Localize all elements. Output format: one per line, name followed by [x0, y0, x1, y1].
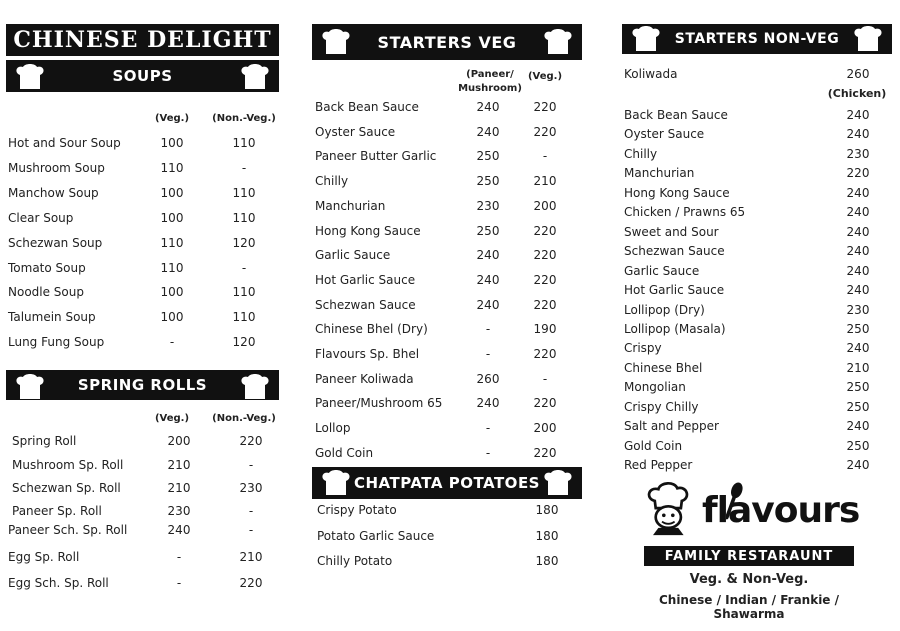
item-price: 180 [535, 554, 559, 568]
item-price: 240 [846, 244, 870, 259]
item-price: 240 [476, 396, 500, 411]
item-name: Clear Soup [8, 210, 74, 225]
item-name: Flavours Sp. Bhel [315, 347, 420, 361]
item-name: Sweet and Sour [624, 224, 719, 239]
chef-hat-icon [320, 469, 352, 497]
item-price: 240 [846, 185, 870, 200]
item-name: Back Bean Sauce [624, 108, 728, 122]
spring-rolls-header [6, 370, 279, 400]
tagline-bar [644, 546, 854, 566]
item-name: Lollipop (Masala) [624, 321, 726, 336]
logo-name: flavours [702, 490, 860, 531]
item-price: 100 [160, 285, 184, 300]
item-price: 260 [476, 371, 500, 386]
item-name: Potato Garlic Sauce [317, 528, 435, 543]
item-price: 220 [239, 576, 263, 590]
item-price: 100 [160, 136, 184, 150]
item-price: 240 [846, 108, 870, 122]
item-price: 220 [533, 223, 557, 238]
item-price: 180 [535, 503, 559, 517]
item-price: 240 [476, 100, 500, 114]
chicken-header: (Chicken) [827, 87, 887, 100]
item-name: Gold Coin [624, 438, 683, 453]
item-price: - [169, 335, 175, 350]
item-name: Paneer Sch. Sp. Roll [8, 523, 128, 537]
soups-header [6, 60, 279, 92]
item-price: 110 [232, 285, 256, 300]
item-price: 250 [846, 438, 870, 453]
item-price: 210 [167, 481, 191, 495]
item-price: - [248, 458, 254, 472]
item-price: 120 [232, 335, 256, 350]
item-price: 200 [167, 434, 191, 448]
item-price: 250 [476, 174, 500, 189]
item-price: - [248, 523, 254, 537]
item-name: Lollipop (Dry) [624, 302, 705, 317]
item-name: Paneer/Mushroom 65 [315, 396, 443, 411]
chef-hat-icon [542, 469, 574, 497]
item-name: Chilly [315, 174, 349, 189]
item-price: 200 [533, 198, 557, 213]
item-name: Garlic Sauce [315, 248, 391, 263]
item-price: 180 [535, 528, 559, 543]
item-price: 250 [846, 399, 870, 414]
item-price: 240 [476, 248, 500, 263]
item-price: - [485, 445, 491, 460]
item-price: - [485, 421, 491, 436]
chef-icon [644, 480, 698, 538]
item-price: 210 [533, 174, 557, 189]
item-price: 220 [533, 248, 557, 263]
item-name: Back Bean Sauce [315, 100, 419, 114]
item-price: 240 [846, 419, 870, 434]
starters-veg-title: STARTERS VEG [377, 32, 517, 52]
item-name: Paneer Butter Garlic [315, 149, 437, 164]
veg-nonveg-line: Veg. & Non-Veg. [689, 572, 809, 587]
soups-nonveg-header: (Non.-Veg.) [212, 113, 276, 124]
item-name: Manchurian [624, 166, 695, 181]
brand-title: CHINESE DELIGHT [6, 24, 279, 56]
item-name: Manchurian [315, 198, 386, 213]
item-price: - [241, 260, 247, 275]
logo [644, 480, 860, 542]
item-price: 240 [846, 263, 870, 278]
item-name: Tomato Soup [8, 260, 86, 275]
item-price: 240 [846, 224, 870, 239]
chef-hat-icon [542, 28, 574, 56]
item-price: 110 [232, 310, 256, 325]
chef-hat-icon [239, 63, 271, 91]
item-name: Hot Garlic Sauce [624, 283, 725, 298]
item-price: 220 [239, 434, 263, 448]
item-price: 200 [533, 421, 557, 436]
item-price: 110 [232, 210, 256, 225]
item-name: Egg Sch. Sp. Roll [8, 576, 109, 590]
item-price: 230 [167, 504, 191, 518]
starters-nonveg-header [622, 24, 892, 54]
item-name: Lollop [315, 421, 351, 436]
item-name: Koliwada [624, 67, 678, 81]
chef-hat-icon [320, 28, 352, 56]
item-price: 240 [476, 124, 500, 139]
item-name: Schezwan Sauce [315, 297, 416, 312]
item-name: Oyster Sauce [315, 124, 396, 139]
soups-title: SOUPS [112, 67, 173, 85]
starters-nonveg-title: STARTERS NON-VEG [674, 31, 840, 47]
item-price: 110 [232, 136, 256, 150]
item-price: - [241, 160, 247, 175]
soups-veg-header: (Veg.) [154, 113, 190, 124]
starters-veg-paneer-header: (Paneer/ Mushroom) [458, 69, 522, 94]
item-price: - [485, 347, 491, 361]
item-price: 230 [239, 481, 263, 495]
item-name: Lung Fung Soup [8, 335, 105, 350]
chef-hat-icon [630, 25, 662, 53]
chef-hat-icon [852, 25, 884, 53]
item-name: Manchow Soup [8, 185, 99, 200]
item-price: 110 [232, 185, 256, 200]
chef-hat-icon [14, 63, 46, 91]
item-name: Crispy Potato [317, 503, 397, 517]
item-price: 110 [160, 235, 184, 250]
item-price: 190 [533, 322, 557, 337]
item-name: Salt and Pepper [624, 419, 719, 434]
item-name: Paneer Sp. Roll [12, 504, 102, 518]
spring-veg-header: (Veg.) [154, 413, 190, 424]
item-name: Hong Kong Sauce [315, 223, 421, 238]
cuisine-line: Chinese / Indian / Frankie / Shawarma [658, 593, 840, 621]
item-price: 220 [533, 445, 557, 460]
item-price: 230 [846, 302, 870, 317]
item-name: Hong Kong Sauce [624, 185, 730, 200]
item-price: 240 [846, 283, 870, 298]
item-name: Chicken / Prawns 65 [624, 205, 746, 220]
item-price: - [248, 504, 254, 518]
item-price: 220 [533, 124, 557, 139]
item-name: Hot and Sour Soup [8, 136, 121, 150]
item-price: 240 [846, 205, 870, 220]
item-name: Red Pepper [624, 458, 693, 473]
item-price: 210 [239, 550, 263, 564]
item-name: Garlic Sauce [624, 263, 700, 278]
item-name: Hot Garlic Sauce [315, 272, 416, 287]
item-price: 240 [846, 341, 870, 356]
chatpata-header [312, 467, 582, 499]
tagline: FAMILY RESTARAUNT [664, 548, 834, 564]
item-name: Spring Roll [12, 434, 77, 448]
item-price: 100 [160, 185, 184, 200]
item-price: 260 [846, 67, 870, 81]
item-name: Mushroom Soup [8, 160, 105, 175]
item-name: Chinese Bhel (Dry) [315, 322, 428, 337]
starters-veg-header [312, 24, 582, 60]
item-name: Oyster Sauce [624, 127, 705, 142]
item-price: - [176, 576, 182, 590]
item-name: Paneer Koliwada [315, 371, 414, 386]
item-name: Egg Sp. Roll [8, 550, 80, 564]
item-name: Mongolian [624, 380, 686, 395]
item-price: - [176, 550, 182, 564]
item-name: Mushroom Sp. Roll [12, 458, 124, 472]
item-price: 210 [846, 360, 870, 375]
item-price: - [485, 322, 491, 337]
item-price: 110 [160, 160, 184, 175]
item-name: Chinese Bhel [624, 360, 703, 375]
item-price: 240 [476, 272, 500, 287]
chatpata-title: CHATPATA POTATOES [354, 474, 540, 492]
item-price: 230 [846, 146, 870, 161]
item-price: 220 [533, 396, 557, 411]
item-price: 230 [476, 198, 500, 213]
starters-veg-veg-header: (Veg.) [527, 71, 563, 82]
item-price: 240 [476, 297, 500, 312]
item-price: - [542, 371, 548, 386]
item-price: 220 [533, 272, 557, 287]
item-name: Chilly Potato [317, 554, 393, 568]
item-price: 250 [476, 223, 500, 238]
item-price: 220 [533, 297, 557, 312]
item-price: - [542, 149, 548, 164]
chef-hat-icon [14, 373, 46, 401]
item-name: Noodle Soup [8, 285, 84, 300]
spring-rolls-title: SPRING ROLLS [77, 376, 208, 394]
item-price: 110 [160, 260, 184, 275]
item-name: Gold Coin [315, 445, 374, 460]
item-name: Talumein Soup [8, 310, 96, 325]
item-price: 220 [846, 166, 870, 181]
item-name: Schezwan Soup [8, 235, 103, 250]
item-price: 100 [160, 210, 184, 225]
item-price: 250 [846, 321, 870, 336]
item-price: 120 [232, 235, 256, 250]
item-name: Chilly [624, 146, 658, 161]
item-price: 240 [846, 127, 870, 142]
item-price: 220 [533, 100, 557, 114]
item-price: 210 [167, 458, 191, 472]
item-price: 250 [476, 149, 500, 164]
item-price: 220 [533, 347, 557, 361]
item-price: 240 [167, 523, 191, 537]
item-name: Crispy Chilly [624, 399, 699, 414]
spring-nonveg-header: (Non.-Veg.) [212, 413, 276, 424]
item-price: 240 [846, 458, 870, 473]
item-price: 100 [160, 310, 184, 325]
item-name: Schezwan Sauce [624, 244, 725, 259]
chef-hat-icon [239, 373, 271, 401]
item-name: Schezwan Sp. Roll [12, 481, 121, 495]
item-name: Crispy [624, 341, 662, 356]
item-price: 250 [846, 380, 870, 395]
